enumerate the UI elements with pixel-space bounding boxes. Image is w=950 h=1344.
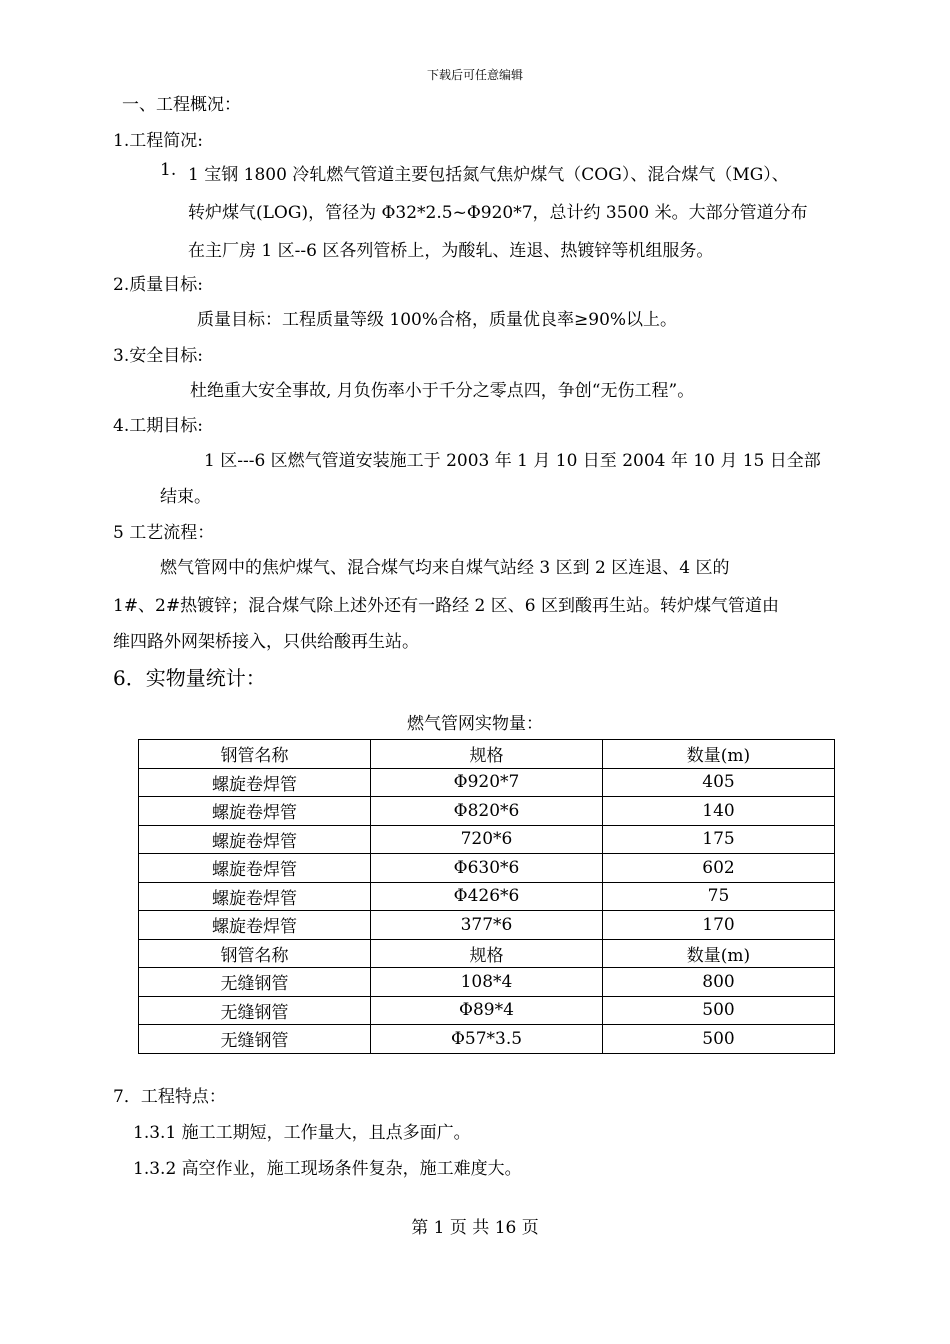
- overview-line-2: 转炉煤气(LOG)，管径为 Φ32*2.5~Φ920*7，总计约 3500 米。大部分管道分布: [188, 203, 808, 223]
- cell: 108*4: [371, 968, 603, 997]
- heading-safety: 3.安全目标:: [113, 346, 203, 366]
- cell: 500: [603, 996, 835, 1025]
- cell: 500: [603, 1025, 835, 1054]
- section-title: 一、工程概况：: [122, 95, 241, 115]
- cell: 螺旋卷焊管: [139, 797, 371, 826]
- cell: Φ920*7: [371, 768, 603, 797]
- table-subheader-row: [139, 939, 835, 968]
- table-row: [139, 825, 835, 854]
- cell: 140: [603, 797, 835, 826]
- table-row: [139, 911, 835, 940]
- cell: 螺旋卷焊管: [139, 768, 371, 797]
- heading-features: 7．工程特点：: [113, 1087, 226, 1107]
- cell: 规格: [371, 740, 603, 769]
- cell: 规格: [371, 939, 603, 968]
- cell: 钢管名称: [139, 740, 371, 769]
- cell: Φ89*4: [371, 996, 603, 1025]
- page-header-note: 下载后可任意编辑: [426, 68, 523, 82]
- overview-line-1: 1 宝钢 1800 冷轧燃气管道主要包括氮气焦炉煤气（COG）、混合煤气（MG）、: [188, 165, 789, 185]
- table-row: [139, 1025, 835, 1054]
- cell: Φ57*3.5: [371, 1025, 603, 1054]
- heading-quantities: 6．实物量统计：: [113, 666, 266, 690]
- cell: 数量(m): [603, 939, 835, 968]
- quantity-table: [138, 739, 835, 1054]
- cell: 无缝钢管: [139, 1025, 371, 1054]
- list-item-number: 1.: [160, 160, 177, 180]
- cell: 602: [603, 854, 835, 883]
- feature-item-2: 1.3.2 高空作业，施工现场条件复杂，施工难度大。: [133, 1159, 522, 1179]
- cell: 720*6: [371, 825, 603, 854]
- cell: 数量(m): [603, 740, 835, 769]
- process-line-3: 维四路外网架桥接入，只供给酸再生站。: [113, 632, 419, 652]
- heading-overview: 1.工程简况:: [113, 131, 203, 151]
- overview-line-3: 在主厂房 1 区--6 区各列管桥上，为酸轧、连退、热镀锌等机组服务。: [188, 241, 714, 261]
- table-row: [139, 768, 835, 797]
- cell: 377*6: [371, 911, 603, 940]
- schedule-line-1: 1 区---6 区燃气管道安装施工于 2003 年 1 月 10 日至 2004 年 10 月 15 日全部: [204, 451, 821, 471]
- quality-text: 质量目标：工程质量等级 100%合格，质量优良率≥90%以上。: [197, 310, 678, 330]
- cell: 钢管名称: [139, 939, 371, 968]
- cell: 170: [603, 911, 835, 940]
- table-row: [139, 854, 835, 883]
- schedule-line-2: 结束。: [160, 487, 211, 507]
- table-row: [139, 996, 835, 1025]
- cell: 75: [603, 882, 835, 911]
- feature-item-1: 1.3.1 施工工期短，工作量大，且点多面广。: [133, 1123, 471, 1143]
- heading-process: 5 工艺流程：: [113, 523, 215, 543]
- cell: 螺旋卷焊管: [139, 825, 371, 854]
- cell: 螺旋卷焊管: [139, 882, 371, 911]
- table-row: [139, 882, 835, 911]
- cell: 无缝钢管: [139, 996, 371, 1025]
- cell: 800: [603, 968, 835, 997]
- process-line-1: 燃气管网中的焦炉煤气、混合煤气均来自煤气站经 3 区到 2 区连退、4 区的: [160, 558, 730, 578]
- cell: 405: [603, 768, 835, 797]
- cell: 无缝钢管: [139, 968, 371, 997]
- table-caption: 燃气管网实物量：: [407, 714, 543, 734]
- table-header-row: [139, 740, 835, 769]
- safety-text: 杜绝重大安全事故, 月负伤率小于千分之零点四，争创“无伤工程”。: [190, 381, 695, 401]
- cell: Φ630*6: [371, 854, 603, 883]
- cell: 螺旋卷焊管: [139, 911, 371, 940]
- process-line-2: 1#、2#热镀锌；混合煤气除上述外还有一路经 2 区、6 区到酸再生站。转炉煤气管道由: [113, 596, 779, 616]
- page-footer: 第 1 页 共 16 页: [411, 1218, 539, 1238]
- table-row: [139, 797, 835, 826]
- table-row: [139, 968, 835, 997]
- cell: Φ820*6: [371, 797, 603, 826]
- cell: 螺旋卷焊管: [139, 854, 371, 883]
- heading-schedule: 4.工期目标:: [113, 416, 203, 436]
- heading-quality: 2.质量目标:: [113, 275, 203, 295]
- cell: 175: [603, 825, 835, 854]
- cell: Φ426*6: [371, 882, 603, 911]
